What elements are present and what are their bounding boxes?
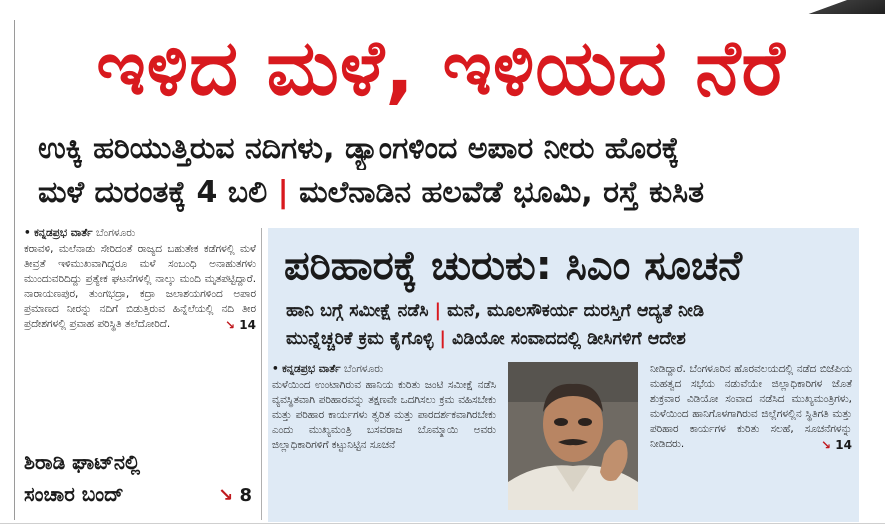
byline-bullet: • <box>24 227 31 239</box>
left-story-byline <box>24 226 256 240</box>
arrow-icon: ↘ <box>821 437 832 452</box>
teaser-line-2: ಸಂಚಾರ ಬಂದ್ <box>24 482 124 506</box>
box-subhead-part: ಹಾನಿ ಬಗ್ಗೆ ಸಮೀಕ್ಷೆ ನಡೆಸಿ <box>286 301 429 321</box>
cm-story-body-1: ಮಳೆಯಿಂದ ಉಂಟಾಗಿರುವ ಹಾನಿಯ ಕುರಿತು ಜಂಟಿ ಸಮೀಕ್ಷೆ ನಡೆಸಿ ವ್ಯವಸ್ಥಿತವಾಗಿ ಪರಿಹಾರವನ್ನು ತಕ್ಷಣವೇ ಒದಗಿಸಲು ಕ್ರಮ ವಹಿಸಬೇಕು ಮತ್ತು ಪರಿಹಾರ ಕಾರ್ಯಗಳು ತ್ವರಿತ ಮತ್ತು ಪಾರದರ್ಶಕವಾಗಿರಬೇಕು ಎಂದು ಮುಖ್ಯಮಂತ್ರಿ ಬಸವರಾಜ ಬೊಮ್ಮಾಯಿ ಅವರು ಜಿಲ್ಲಾಧಿಕಾರಿಗಳಿಗೆ ಕಟ್ಟುನಿಟ್ಟಿನ ಸೂಚನೆ <box>272 379 496 452</box>
box-subhead-part: ವಿಡಿಯೋ ಸಂವಾದದಲ್ಲಿ ಡೀಸಿಗಳಿಗೆ ಆದೇಶ <box>452 329 686 349</box>
teaser-page-ref[interactable] <box>218 485 252 506</box>
byline-publication: ಕನ್ನಡಪ್ರಭ ವಾರ್ತೆ <box>282 363 341 375</box>
box-subhead-part: ಮುನ್ನೆಚ್ಚರಿಕೆ ಕ್ರಮ ಕೈಗೊಳ್ಳಿ <box>286 329 434 349</box>
subheadline-part-a: ಮಳೆ ದುರಂತಕ್ಕೆ 4 ಬಲಿ <box>38 175 268 210</box>
box-subhead-line-2 <box>286 326 852 352</box>
cm-story-byline <box>272 362 496 376</box>
chief-minister-photo <box>508 362 638 510</box>
column-divider <box>261 228 262 520</box>
cm-story-column-1 <box>272 362 496 453</box>
subheadline-separator: | <box>277 175 289 210</box>
teaser-line-1: ಶಿರಾಡಿ ಘಾಟ್‌ನಲ್ಲಿ <box>24 450 141 474</box>
portrait-image <box>508 362 638 510</box>
page-corner-shadow <box>795 0 885 14</box>
cm-story-column-2 <box>650 362 852 452</box>
subheadline-line-2 <box>38 172 858 214</box>
page-number: 8 <box>239 485 252 506</box>
shiradi-teaser[interactable] <box>24 446 256 510</box>
byline-city: ಬೆಂಗಳೂರು <box>95 227 136 239</box>
box-subhead-separator: | <box>434 301 442 321</box>
left-story-body: ಕರಾವಳಿ, ಮಲೆನಾಡು ಸೇರಿದಂತೆ ರಾಜ್ಯದ ಬಹುತೇಕ ಕಡೆಗಳಲ್ಲಿ ಮಳೆ ತೀವ್ರತೆ ಇಳಿಮುಖವಾಗಿದ್ದರೂ ಮಳೆ ಸಂಬಂಧಿ ಅನಾಹುತಗಳು ಮುಂದುವರಿದಿದ್ದು ಪ್ರತ್ಯೇಕ ಘಟನೆಗಳಲ್ಲಿ ನಾಲ್ಕು ಮಂದಿ ಮೃತಪಟ್ಟಿದ್ದಾರೆ. ನಾರಾಯಣಪುರ, ತುಂಗಭದ್ರಾ, ಕದ್ರಾ ಜಲಾಶಯಗಳಿಂದ ಅಪಾರ ಪ್ರಮಾಣದ ನೀರನ್ನು ನದಿಗೆ ಬಿಡುತ್ತಿರುವ ಹಿನ್ನೆಲೆಯಲ್ಲಿ ನದಿ ತೀರ ಪ್ರದೇಶಗಳಲ್ಲಿ ಪ್ರವಾಹ ಪರಿಸ್ಥಿತಿ ತಲೆದೋರಿದೆ. <box>24 243 256 331</box>
subheadline-part-b: ಮಲೆನಾಡಿನ ಹಲವೆಡೆ ಭೂಮಿ, ರಸ್ತೆ ಕುಸಿತ <box>299 175 704 210</box>
page-bottom-rule <box>0 523 885 524</box>
box-subhead-part: ಮನೆ, ಮೂಲಸೌಕರ್ಯ ದುರಸ್ತಿಗೆ ಆದ್ಯತೆ ನೀಡಿ <box>447 301 704 321</box>
cm-story-body-2: ನೀಡಿದ್ದಾರೆ. ಬೆಂಗಳೂರಿನ ಹೊರವಲಯದಲ್ಲಿ ನಡೆದ ಬಿಜೆಪಿಯ ಮಹತ್ವದ ಸಭೆಯ ನಡುವೆಯೇ ಜಿಲ್ಲಾಧಿಕಾರಿಗಳ ಜೊತೆ ಶುಕ್ರವಾರ ವಿಡಿಯೋ ಸಂವಾದ ನಡೆಸಿದ ಮುಖ್ಯಮಂತ್ರಿಗಳು, ಮಳೆಯಿಂದ ಹಾನಿಗೊಳಗಾಗಿರುವ ಜಿಲ್ಲೆಗಳಲ್ಲಿನ ಸ್ಥಿತಿಗತಿ ಮತ್ತು ಪರಿಹಾರ ಕಾರ್ಯಗಳ ಕುರಿತು ಸಲಹೆ, ಸೂಚನೆಗಳನ್ನು ನೀಡಿದರು. <box>650 363 852 451</box>
byline-publication: ಕನ್ನಡಪ್ರಭ ವಾರ್ತೆ <box>34 227 93 239</box>
box-headline: ಪರಿಹಾರಕ್ಕೆ ಚುರುಕು: ಸಿಎಂ ಸೂಚನೆ <box>284 243 743 289</box>
byline-city: ಬೆಂಗಳೂರು <box>343 363 384 375</box>
arrow-icon: ↘ <box>218 485 234 506</box>
page-number: 14 <box>835 437 852 452</box>
page-number: 14 <box>239 317 256 332</box>
page-edge-line <box>14 20 15 520</box>
byline-bullet: • <box>272 363 279 375</box>
box-subhead-separator: | <box>439 329 446 349</box>
cm-news-box <box>268 228 859 522</box>
left-news-story <box>24 226 256 332</box>
arrow-icon: ↘ <box>225 317 236 332</box>
main-headline: ಇಳಿದ ಮಳೆ, ಇಳಿಯದ ನೆರೆ <box>96 23 786 112</box>
subheadline-line-1: ಉಕ್ಕಿ ಹರಿಯುತ್ತಿರುವ ನದಿಗಳು, ಡ್ಯಾಂಗಳಿಂದ ಅಪಾರ ನೀರು ಹೊರಕ್ಕೆ <box>38 131 680 166</box>
box-subhead-line-1 <box>286 298 852 324</box>
